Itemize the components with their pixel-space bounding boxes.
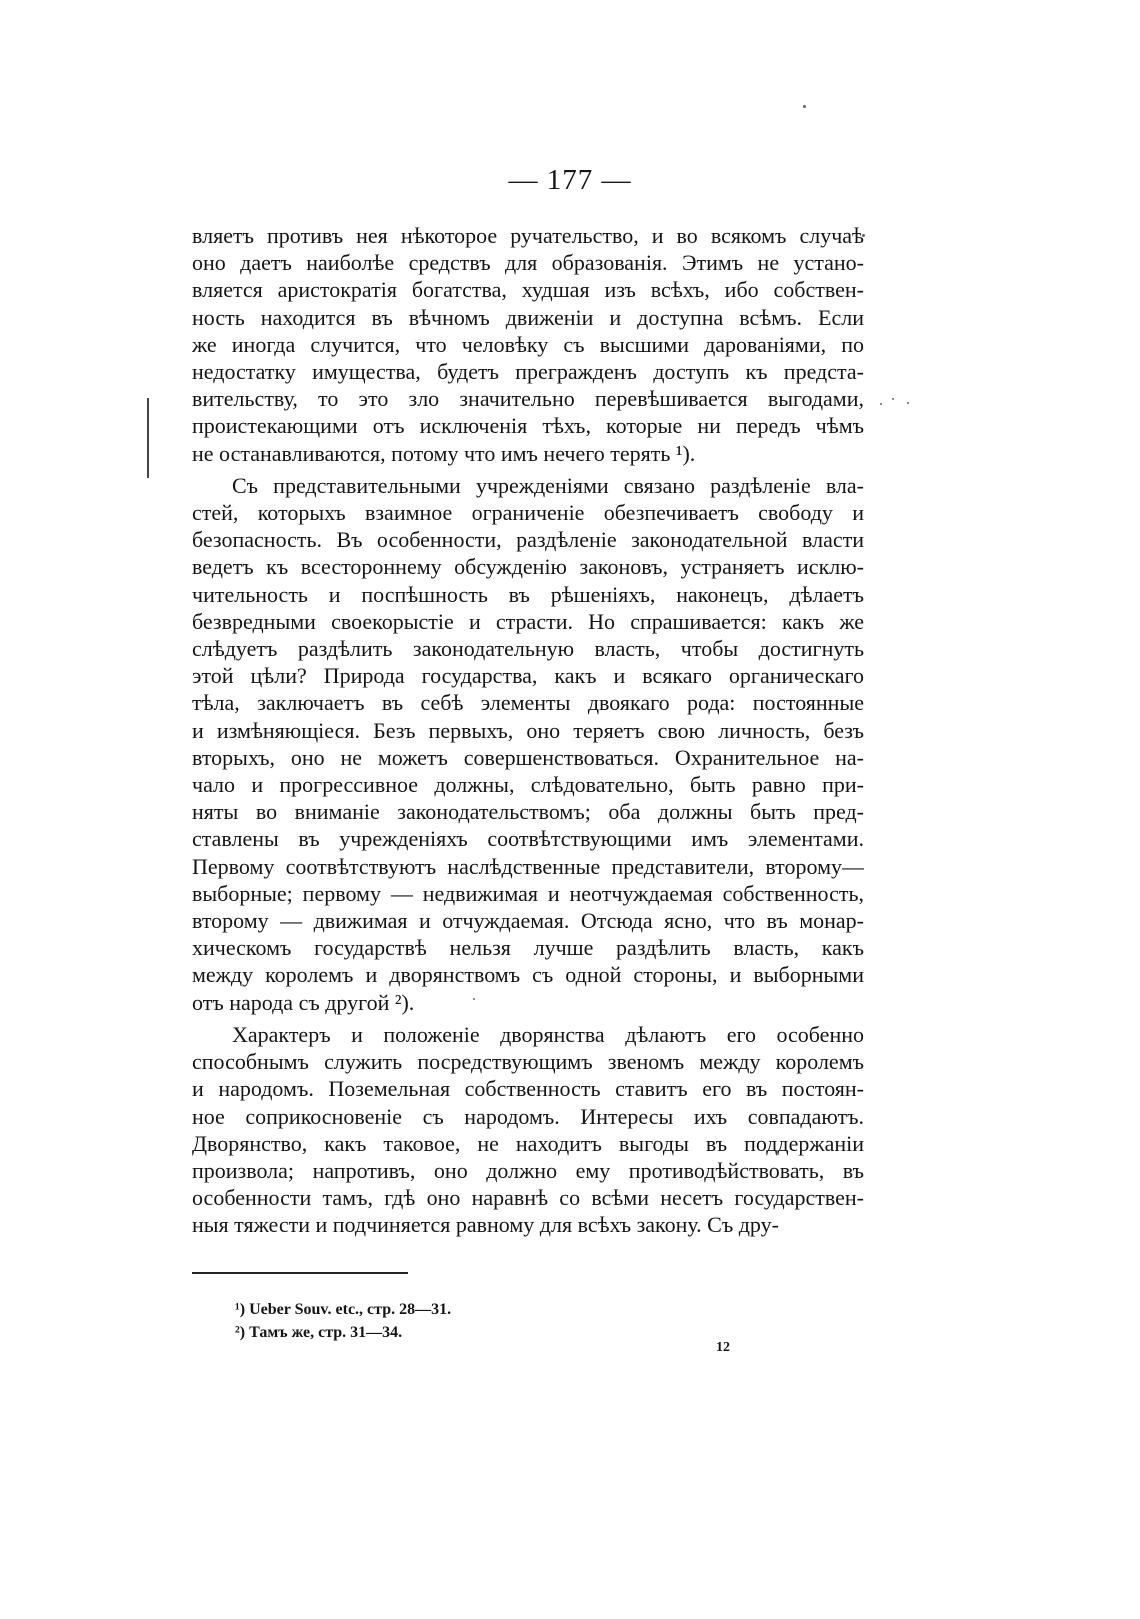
text-line: чало и прогрессивное должны, слѣдовательно, быть равно при- xyxy=(192,772,864,798)
scan-speck xyxy=(880,403,882,405)
text-line: недостатку имущества, будетъ прегражденъ доступъ къ предста- xyxy=(192,359,864,385)
margin-mark xyxy=(147,398,149,478)
paragraph xyxy=(192,1021,864,1239)
text-line: вляется аристократія богатства, худшая изъ всѣхъ, ибо собствен- xyxy=(192,277,864,303)
paragraph xyxy=(192,472,864,1016)
text-line: же иногда случится, что человѣку съ высшими дарованіями, по xyxy=(192,331,864,357)
footnote-rule xyxy=(192,1272,408,1274)
body-text xyxy=(192,222,864,1239)
footnote: ¹) Ueber Souv. etc., стр. 28—31. xyxy=(235,1301,452,1318)
text-line: ведетъ къ всестороннему обсужденію законовъ, устраняетъ исклю- xyxy=(192,554,864,580)
text-line: Дворянство, какъ таковое, не находитъ выгоды въ поддержаніи xyxy=(192,1130,864,1156)
text-line: отъ народа съ другой ²). xyxy=(192,989,415,1015)
text-line: и измѣняющіеся. Безъ первыхъ, оно теряетъ свою личность, безъ xyxy=(192,717,864,743)
text-line: ставлены въ учрежденіяхъ соотвѣтствующими имъ элементами. xyxy=(192,826,864,852)
text-line: вительству, то это зло значительно перевѣшивается выгодами, xyxy=(192,386,864,412)
text-line: тѣла, заключаетъ въ себѣ элементы двоякаго рода: постоянные xyxy=(192,690,864,716)
text-line: этой цѣли? Природа государства, какъ и всякаго органическаго xyxy=(192,663,864,689)
text-line: и народомъ. Поземельная собственность ставитъ его въ постоян- xyxy=(192,1076,864,1102)
text-line: вляетъ противъ нея нѣкоторое ручательство, и во всякомъ случаѣ xyxy=(192,223,864,248)
text-line: не останавливаются, потому что имъ нечего терять ¹). xyxy=(192,440,696,466)
page-number: — 177 — xyxy=(508,164,632,196)
text-line: проистекающими отъ исключенія тѣхъ, которые ни передъ чѣмъ xyxy=(192,413,864,439)
text-line: произвола; напротивъ, оно должно ему противодѣйствовать, въ xyxy=(192,1157,864,1183)
text-line: вторыхъ, оно не можетъ совершенствоваться. Охранительное на- xyxy=(192,744,864,770)
footnote: ²) Тамъ же, стр. 31—34. xyxy=(235,1324,403,1341)
text-line: способнымъ служить посредствующимъ звеномъ между королемъ xyxy=(192,1049,864,1075)
scan-speck xyxy=(803,105,806,108)
scan-speck xyxy=(907,402,909,404)
signature-mark: 12 xyxy=(716,1340,730,1355)
text-line: слѣдуетъ раздѣлить законодательную власть, чтобы достигнуть xyxy=(192,636,864,662)
footnotes xyxy=(235,1298,451,1344)
text-line: стей, которыхъ взаимное ограниченіе обезпечиваетъ свободу и xyxy=(192,500,864,526)
text-line: Съ представительными учрежденіями связано раздѣленіе вла- xyxy=(232,472,864,498)
text-line: выборные; первому — недвижимая и неотчуждаемая собственность, xyxy=(192,880,864,906)
text-line: хическомъ государствѣ нельзя лучше раздѣлить власть, какъ xyxy=(192,935,864,961)
text-line: няты во вниманіе законодательствомъ; оба должны быть пред- xyxy=(192,799,864,825)
text-line: ное соприкосновеніе съ народомъ. Интересы ихъ совпадаютъ. xyxy=(192,1103,864,1129)
text-line: оно даетъ наиболѣе средствъ для образованія. Этимъ не устано- xyxy=(192,250,864,276)
text-line: между королемъ и дворянствомъ съ одной стороны, и выборными xyxy=(192,962,864,988)
text-line: чительность и поспѣшность въ рѣшеніяхъ, наконецъ, дѣлаетъ xyxy=(192,581,864,607)
text-line: безопасность. Въ особенности, раздѣленіе законодательной власти xyxy=(192,527,864,553)
text-line: ныя тяжести и подчиняется равному для всѣхъ закону. Съ дру- xyxy=(192,1212,779,1238)
scan-speck xyxy=(892,398,894,400)
paragraph xyxy=(192,222,864,467)
text-line: безвредными своекорыстіе и страсти. Но спрашивается: какъ же xyxy=(192,608,864,634)
text-line: второму — движимая и отчуждаемая. Отсюда ясно, что въ монар- xyxy=(192,908,864,934)
text-line: Первому соотвѣтствуютъ наслѣдственные представители, второму— xyxy=(192,853,864,879)
text-line: ность находится въ вѣчномъ движеніи и доступна всѣмъ. Если xyxy=(192,304,864,330)
text-line: особенности тамъ, гдѣ оно наравнѣ со всѣми несетъ государствен- xyxy=(192,1185,864,1211)
text-line: Характеръ и положеніе дворянства дѣлаютъ его особенно xyxy=(232,1021,864,1047)
